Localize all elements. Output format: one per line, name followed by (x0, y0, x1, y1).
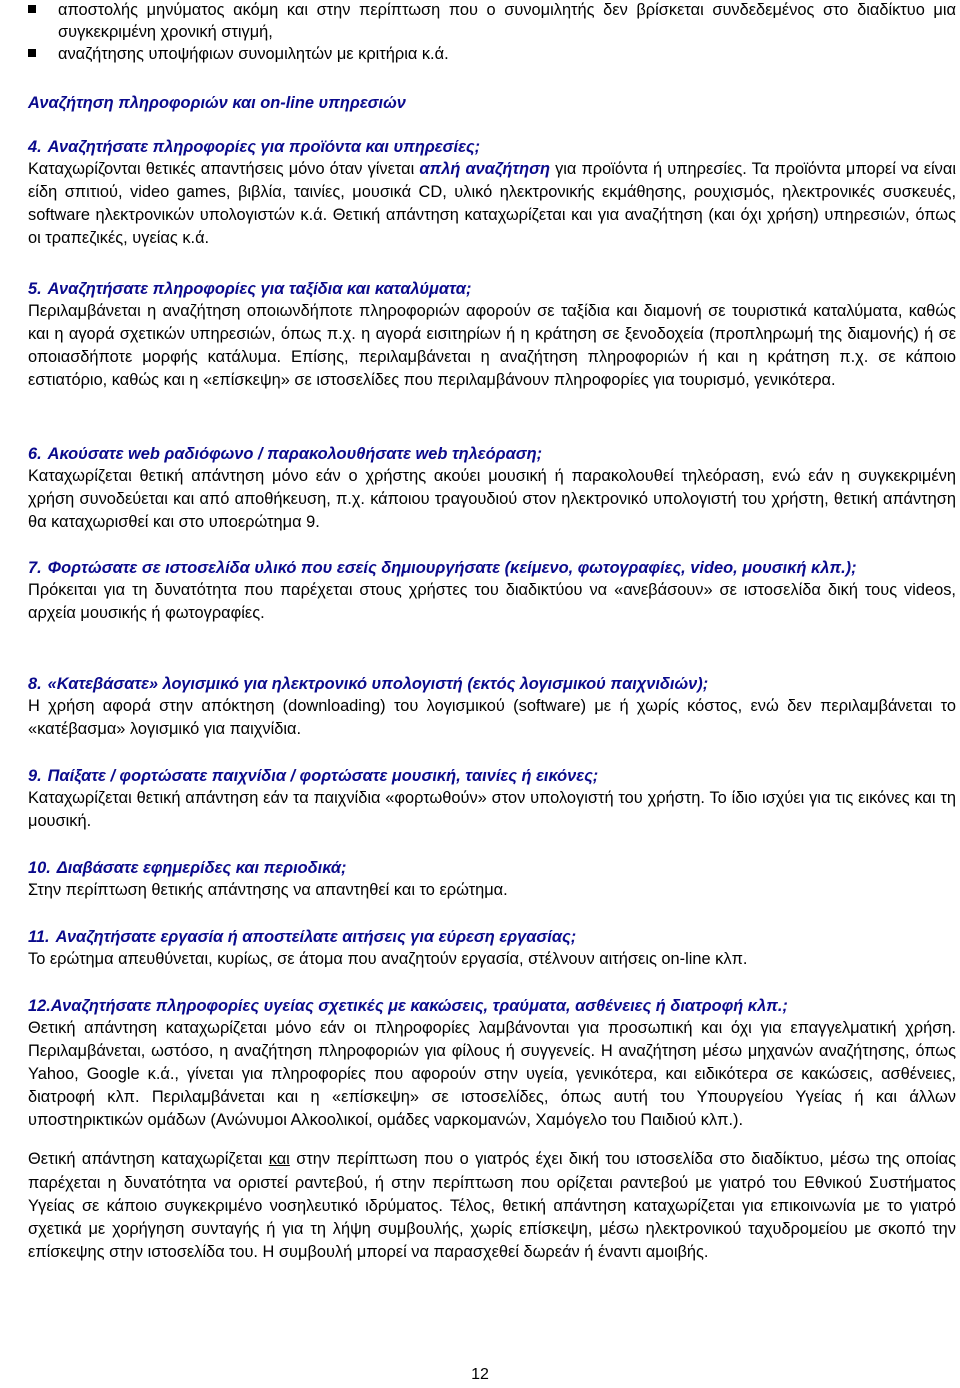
page-number: 12 (471, 1366, 489, 1383)
question-number: 9. (28, 767, 42, 785)
question-10 (28, 857, 956, 902)
body-text: Καταχωρίζονται θετικές απαντήσεις μόνο όταν γίνεται (28, 160, 420, 178)
body-text: στην περίπτωση που ο γιατρός έχει δική του ιστοσελίδα στο διαδίκτυο, μέσω της οποίας παρέχεται η δυνατότητα να οριστεί ραντεβού, ή στην περίπτωση που ορίζεται ραντεβού με γιατρό του Εθνικού Συστήματος Υγείας σε κάποιο συγκεκριμένο νοσηλευτικό ιδρύματος. Τέλος, θετική απάντηση καταχωρίζεται για επικοινωνία με το γιατρό σχετικά με χορήγηση συνταγής ή για τη λήψη συμβουλής, χωρίς επίσκεψη, μέσω ηλεκτρονικού ταχυδρομείου με σκοπό την επίσκεψης στην ιστοσελίδα του. Η συμβουλή μπορεί να παρασχεθεί δωρεάν ή έναντι αμοιβής. (28, 1150, 956, 1261)
question-body: Θετική απάντηση καταχωρίζεται μόνο εάν οι πληροφορίες λαμβάνονται για προσωπική και όχι για επαγγελματική χρήση. Περιλαμβάνεται, ωστόσο, η αναζήτηση πληροφοριών για φίλους ή συγγενείς. Η αναζήτηση μέσω μηχανών αναζήτησης, όπως Yahoo, Google κ.ά., γίνεται για πληροφορίες που αφορούν στην υγεία, γενικότερα, και ειδικότερα σε κακώσεις, ασθένειες, διατροφή κλπ. Περιλαμβάνεται και η «επίσκεψη» σε ιστοσελίδες, όπως αυτή του Υπουργείου Υγείας ή και άλλων υποστηρικτικών ομάδων (Ανώνυμοι Αλκοολικοί, ομάδες ναρκομανών, Χαμόγελο του Παιδιού κλπ.). (28, 1019, 956, 1130)
question-title: Αναζητήσατε πληροφορίες υγείας σχετικές με κακώσεις, τραύματα, ασθένειες ή διατροφή κλπ.; (50, 997, 788, 1015)
body-text: Θετική απάντηση καταχωρίζεται (28, 1150, 269, 1169)
question-title: Αναζητήσατε πληροφορίες για ταξίδια και καταλύματα; (47, 280, 472, 298)
bullet-text: αναζήτησης υποψήφιων συνομιλητών με κριτήρια κ.ά. (58, 45, 449, 63)
square-bullet-icon (28, 5, 36, 13)
question-number: 5. (28, 280, 42, 298)
question-title: «Κατεβάσατε» λογισμικό για ηλεκτρονικό υπολογιστή (εκτός λογισμικού παιχνιδιών); (47, 675, 709, 693)
section-title: Αναζήτηση πληροφοριών και on-line υπηρεσιών (28, 94, 406, 112)
question-body: Καταχωρίζεται θετική απάντηση μόνο εάν ο χρήστης ακούει μουσική ή παρακολουθεί τηλεόραση, ενώ εάν η συγκεκριμένη χρήση συνοδεύεται και από αποθήκευση, π.χ. κάποιου τραγουδιού στον ηλεκτρονικό υπολογιστή του χρήστη, θετική απάντηση θα καταχωρισθεί και στο υποερώτημα 9. (28, 467, 956, 532)
question-number: 8. (28, 675, 42, 693)
question-number: 11. (28, 928, 50, 946)
question-title: Φορτώσατε σε ιστοσελίδα υλικό που εσείς δημιουργήσατε (κείμενο, φωτογραφίες, video, μουσική κλπ.); (47, 559, 857, 577)
question-12 (28, 995, 956, 1264)
bullet-item (28, 43, 956, 65)
body-text: για προϊόντα ή υπηρεσίες. Τα προϊόντα μπορεί να είναι είδη σπιτιού, video games, βιβλία, ταινίες, μουσικά CD, υλικό ηλεκτρονικής εκμάθησης, ρουχισμός, ηλεκτρονικές συσκευές, software ηλεκτρονικών υπολογιστών κ.ά. Θετική απάντηση καταχωρίζεται και για αναζήτηση (και όχι χρήση) υπηρεσιών, όπως οι τραπεζικές, υγείας κ.ά. (28, 160, 956, 248)
question-body-second-paragraph (28, 1148, 956, 1263)
question-body (28, 158, 956, 250)
bullet-text: αποστολής μηνύματος ακόμη και στην περίπτωση που ο συνομιλητής δεν βρίσκεται συνδεδεμένος στο διαδίκτυο μια συγκεκριμένη χρονική στιγμή, (58, 1, 956, 41)
question-heading (28, 557, 956, 579)
question-number: 6. (28, 445, 42, 463)
question-heading (28, 765, 956, 787)
question-heading (28, 136, 956, 158)
question-number: 12. (28, 997, 51, 1015)
question-body: Περιλαμβάνεται η αναζήτηση οποιωνδήποτε πληροφοριών αφορούν σε ταξίδια και διαμονή σε τουριστικά καταλύματα, καθώς και η αγορά σχετικών υπηρεσιών, όπως π.χ. η αγορά εισιτηρίων ή η κράτηση σε ξενοδοχεία (προπληρωμή της διαμονής) ή σε οποιασδήποτε μορφής κατάλυμα. Επίσης, περιλαμβάνεται η αναζήτηση πληροφοριών ή και η κράτηση π.χ. σε κάποιο εστιατόριο, καθώς και η «επίσκεψη» σε ιστοσελίδες που περιλαμβάνουν πληροφορίες για τουρισμό, γενικότερα. (28, 302, 956, 390)
question-title: Αναζητήσατε πληροφορίες για προϊόντα και υπηρεσίες; (47, 138, 481, 156)
question-number: 7. (28, 559, 42, 577)
question-heading (28, 278, 956, 300)
question-heading (28, 673, 956, 695)
bullet-list (28, 0, 956, 65)
question-heading (28, 857, 956, 879)
question-4 (28, 136, 956, 250)
question-number: 10. (28, 859, 51, 877)
question-9 (28, 765, 956, 833)
question-8 (28, 673, 956, 741)
question-body: Πρόκειται για τη δυνατότητα που παρέχεται στους χρήστες του διαδικτύου να «ανεβάσουν» σε ιστοσελίδα δική τους videos, αρχεία μουσικής ή φωτογραφίες. (28, 581, 956, 623)
question-title: Διαβάσατε εφημερίδες και περιοδικά; (56, 859, 347, 877)
body-underlined-text: και (268, 1150, 290, 1169)
question-body: Το ερώτημα απευθύνεται, κυρίως, σε άτομα που αναζητούν εργασία, στέλνουν αιτήσεις on-line κλπ. (28, 950, 748, 968)
square-bullet-icon (28, 49, 36, 57)
question-title: Παίξατε / φορτώσατε παιχνίδια / φορτώσατε μουσική, ταινίες ή εικόνες; (47, 767, 599, 785)
question-5 (28, 278, 956, 392)
question-title: Αναζητήσατε εργασία ή αποστείλατε αιτήσεις για εύρεση εργασίας; (55, 928, 577, 946)
question-6 (28, 443, 956, 534)
question-body: Καταχωρίζεται θετική απάντηση εάν τα παιχνίδια «φορτωθούν» στον υπολογιστή του χρήστη. Το ίδιο ισχύει για τις εικόνες και τη μουσική. (28, 789, 956, 831)
body-emphasis: απλή αναζήτηση (419, 160, 550, 178)
question-7 (28, 557, 956, 625)
question-heading (28, 995, 956, 1017)
question-11 (28, 926, 956, 971)
bullet-item (28, 0, 956, 43)
question-heading (28, 926, 956, 948)
question-body: Η χρήση αφορά στην απόκτηση (downloading) του λογισμικού (software) με ή χωρίς κόστος, ενώ δεν περιλαμβάνεται το «κατέβασμα» λογισμικό για παιχνίδια. (28, 697, 956, 739)
question-body: Στην περίπτωση θετικής απάντησης να απαντηθεί και το ερώτημα. (28, 881, 508, 899)
question-title: Ακούσατε web ραδιόφωνο / παρακολουθήσατε web τηλεόραση; (47, 445, 543, 463)
question-heading (28, 443, 956, 465)
question-number: 4. (28, 138, 42, 156)
